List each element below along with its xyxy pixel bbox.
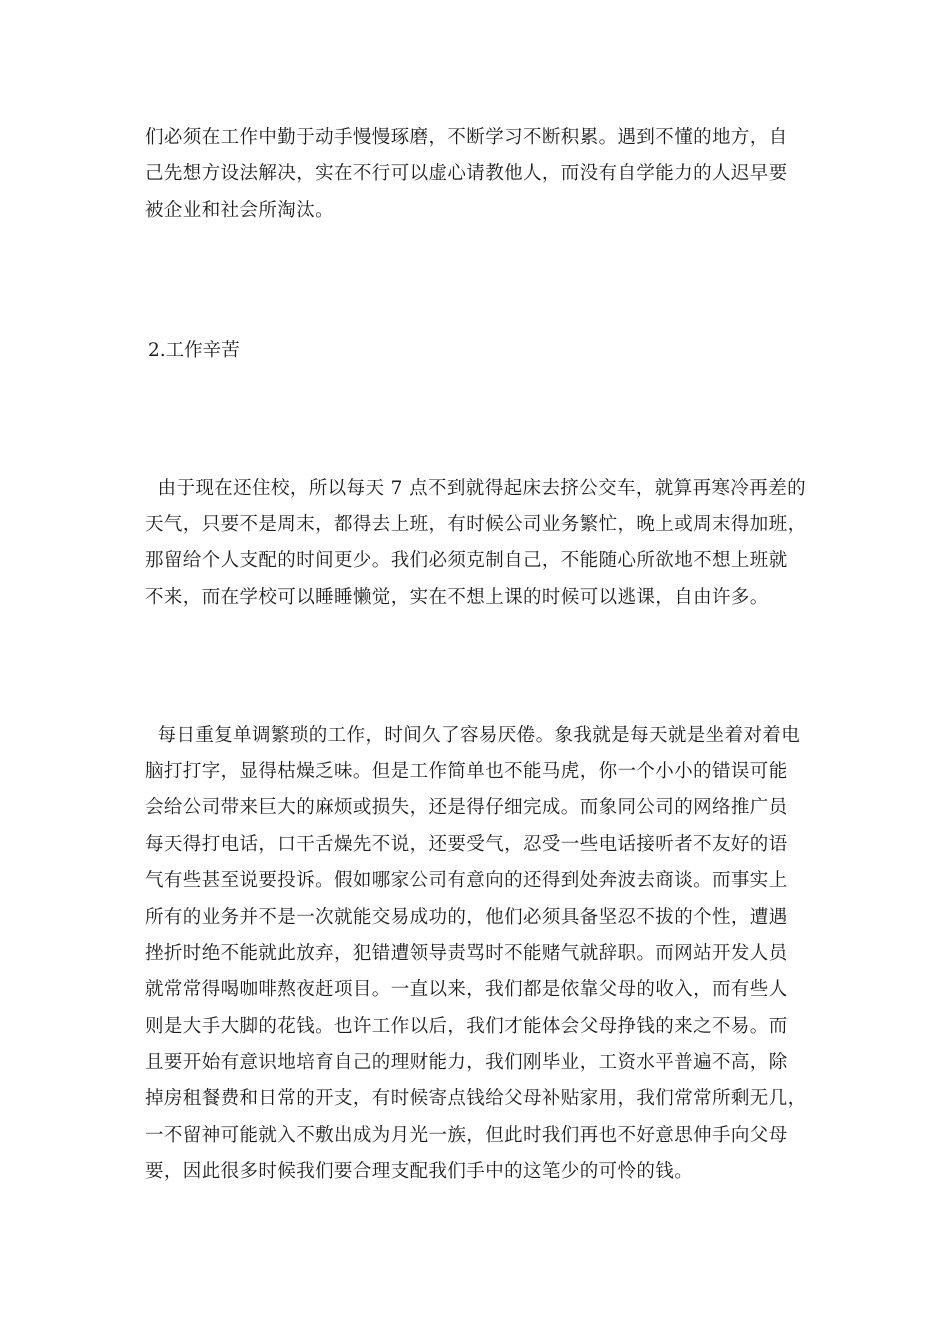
paragraph-line: 己先想方设法解决，实在不行可以虚心请教他人，而没有自学能力的人迟早要 [145, 163, 788, 184]
paragraph-line: 掉房租餐费和日常的开支，有时候寄点钱给父母补贴家用，我们常常所剩无几， [145, 1088, 807, 1109]
paragraph-line: 每日重复单调繁琐的工作，时间久了容易厌倦。象我就是每天就是坐着对着电 [145, 725, 801, 746]
paragraph-line: 脑打打字，显得枯燥乏味。但是工作简单也不能马虎，你一个小小的错误可能 [145, 761, 788, 782]
paragraph-line: 由于现在还住校，所以每天 7 点不到就得起床去挤公交车，就算再寒冷再差的 [145, 478, 806, 499]
section-heading: 2.工作辛苦 [148, 340, 240, 361]
paragraph-line: 挫折时绝不能就此放弃，犯错遭领导责骂时不能赌气就辞职。而网站开发人员 [145, 943, 788, 964]
paragraph-line: 就常常得喝咖啡熬夜赶项目。一直以来，我们都是依靠父母的收入，而有些人 [145, 979, 788, 1000]
paragraph-line: 被企业和社会所淘汰。 [145, 200, 335, 221]
paragraph-line: 每天得打电话，口干舌燥先不说，还要受气，忍受一些电话接听者不友好的语 [145, 834, 788, 855]
paragraph-line: 气有些甚至说要投诉。假如哪家公司有意向的还得到处奔波去商谈。而事实上 [145, 870, 788, 891]
paragraph-line: 所有的业务并不是一次就能交易成功的，他们必须具备坚忍不拔的个性，遭遇 [145, 907, 788, 928]
paragraph-line: 天气，只要不是周末，都得去上班，有时候公司业务繁忙，晚上或周末得加班， [145, 514, 807, 535]
paragraph-line: 会给公司带来巨大的麻烦或损失，还是得仔细完成。而象同公司的网络推广员 [145, 797, 788, 818]
paragraph-line: 则是大手大脚的花钱。也许工作以后，我们才能体会父母挣钱的来之不易。而 [145, 1016, 788, 1037]
paragraph-line: 且要开始有意识地培育自己的理财能力，我们刚毕业，工资水平普遍不高，除 [145, 1052, 788, 1073]
paragraph-line: 不来，而在学校可以睡睡懒觉，实在不想上课的时候可以逃课，自由许多。 [145, 587, 769, 608]
paragraph-line: 们必须在工作中勤于动手慢慢琢磨，不断学习不断积累。遇到不懂的地方，自 [145, 127, 788, 148]
paragraph-line: 一不留神可能就入不敷出成为月光一族，但此时我们再也不好意思伸手向父母 [145, 1125, 788, 1146]
paragraph-line: 那留给个人支配的时间更少。我们必须克制自己，不能随心所欲地不想上班就 [145, 550, 788, 571]
paragraph-line: 要，因此很多时候我们要合理支配我们手中的这笔少的可怜的钱。 [145, 1161, 694, 1182]
